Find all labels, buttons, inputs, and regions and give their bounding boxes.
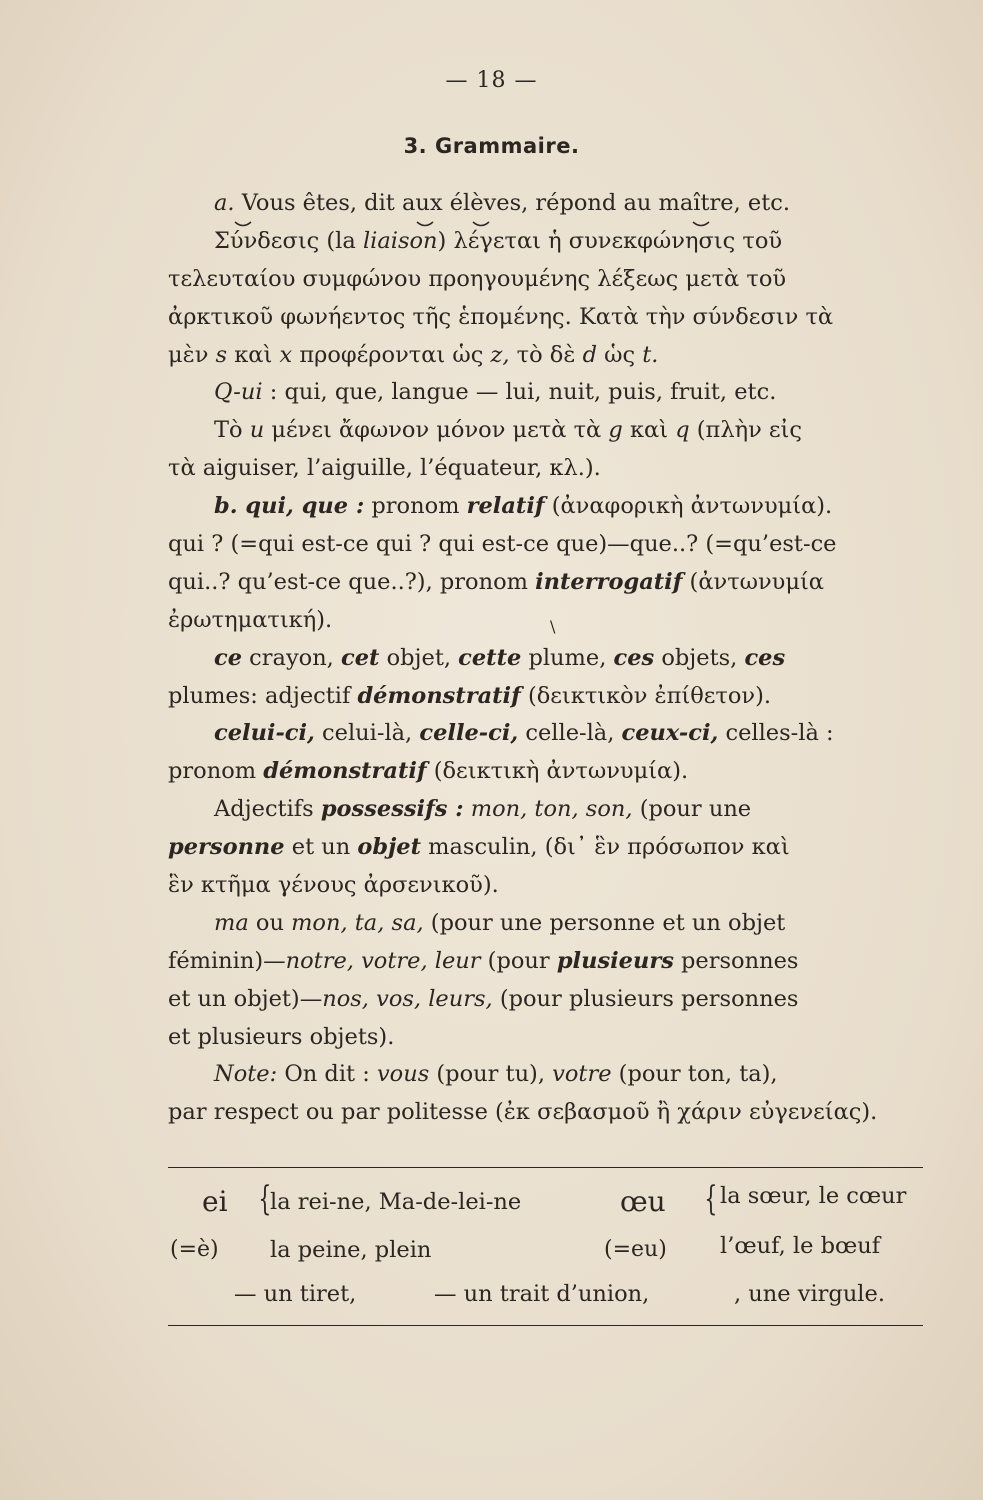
text-line: ἐρωτηματική).: [168, 606, 333, 633]
brace-icon: {: [258, 1179, 272, 1219]
text-line: ἀρκτικοῦ φωνήεντος τῆς ἑπομένης. Κατὰ τὴν σύνδεσιν τὰ: [168, 303, 834, 330]
text-line: τὰ aiguiser, l’aiguille, l’équateur, κλ.).: [168, 455, 601, 482]
text-line: Σύνδεσις (la liaison) λέγεται ἡ συνεκφώνησις τοῦ: [214, 227, 783, 254]
brace-icon: {: [704, 1179, 718, 1219]
digraph-oeu-value: (=eu): [604, 1237, 667, 1262]
punct-comma: , une virgule.: [734, 1281, 885, 1307]
text-line: féminin)—notre, votre, leur (pour plusieurs personnes: [168, 947, 799, 974]
text-line: et plusieurs objets).: [168, 1023, 395, 1050]
divider: [168, 1325, 923, 1326]
text-line: personne et un objet masculin, (δι᾽ ἓν πρόσωπον καὶ: [168, 834, 790, 861]
stray-mark: \: [550, 617, 556, 636]
digraph-ei: ei: [202, 1185, 228, 1218]
divider: [168, 1167, 923, 1168]
text-line: pronom démonstratif (δεικτικὴ ἀντωνυμία).: [168, 758, 689, 785]
digraph-oeu: œu: [620, 1185, 666, 1218]
section-heading: 3. Grammaire.: [403, 134, 580, 158]
text-line: celui-ci, celui-là, celle-ci, celle-là, ceux-ci, celles-là :: [214, 720, 834, 747]
text-line: Adjectifs possessifs : mon, ton, son, (pour une: [214, 796, 752, 823]
text-line: b. qui, que : pronom relatif (ἀναφορικὴ ἀντωνυμία).: [214, 493, 833, 520]
punct-dash: — un tiret,: [234, 1281, 357, 1307]
text-line: a. Vous êtes, dit aux élèves, répond au maître, etc.: [214, 190, 791, 216]
text-line: ce crayon, cet objet, cette plume, ces objets, ces: [214, 644, 786, 671]
punct-hyphen: — un trait d’union,: [434, 1281, 650, 1307]
digraph-ei-value: (=è): [170, 1237, 219, 1262]
text-line: μὲν s καὶ x προφέρονται ὡς z, τὸ δὲ d ὡς t.: [168, 341, 659, 368]
text-line: et un objet)—nos, vos, leurs, (pour plusieurs personnes: [168, 985, 799, 1012]
text-line: Τὸ u μένει ἄφωνον μόνον μετὰ τὰ g καὶ q (πλὴν εἰς: [214, 417, 802, 444]
text-line: plumes: adjectif démonstratif (δεικτικὸν ἐπίθετον).: [168, 682, 772, 709]
text-line: ma ou mon, ta, sa, (pour une personne et un objet: [214, 909, 786, 936]
text-line: τελευταίου συμφώνου προηγουμένης λέξεως μετὰ τοῦ: [168, 265, 787, 292]
text-line: qui..? qu’est-ce que..?), pronom interrogatif (ἀντωνυμία: [168, 568, 824, 595]
example-text: l’œuf, le bœuf: [720, 1233, 881, 1259]
vowel-table: [168, 1177, 923, 1317]
example-text: la rei-ne, Ma-de-lei-ne: [270, 1189, 522, 1215]
text-line: Q-ui : qui, que, langue — lui, nuit, puis, fruit, etc.: [214, 379, 777, 406]
example-text: la peine, plein: [270, 1237, 432, 1263]
text-body: [168, 185, 923, 1132]
example-text: la sœur, le cœur: [720, 1183, 907, 1209]
page-number: — 18 —: [445, 68, 538, 93]
text-line: ἓν κτῆμα γένους ἀρσενικοῦ).: [168, 872, 499, 899]
text-line: qui ? (=qui est-ce qui ? qui est-ce que)—que..? (=qu’est-ce: [168, 531, 837, 558]
text-line: par respect ou par politesse (ἐκ σεβασμοῦ ἢ χάριν εὐγενείας).: [168, 1099, 878, 1126]
text-line: Note: On dit : vous (pour tu), votre (pour ton, ta),: [214, 1061, 778, 1088]
